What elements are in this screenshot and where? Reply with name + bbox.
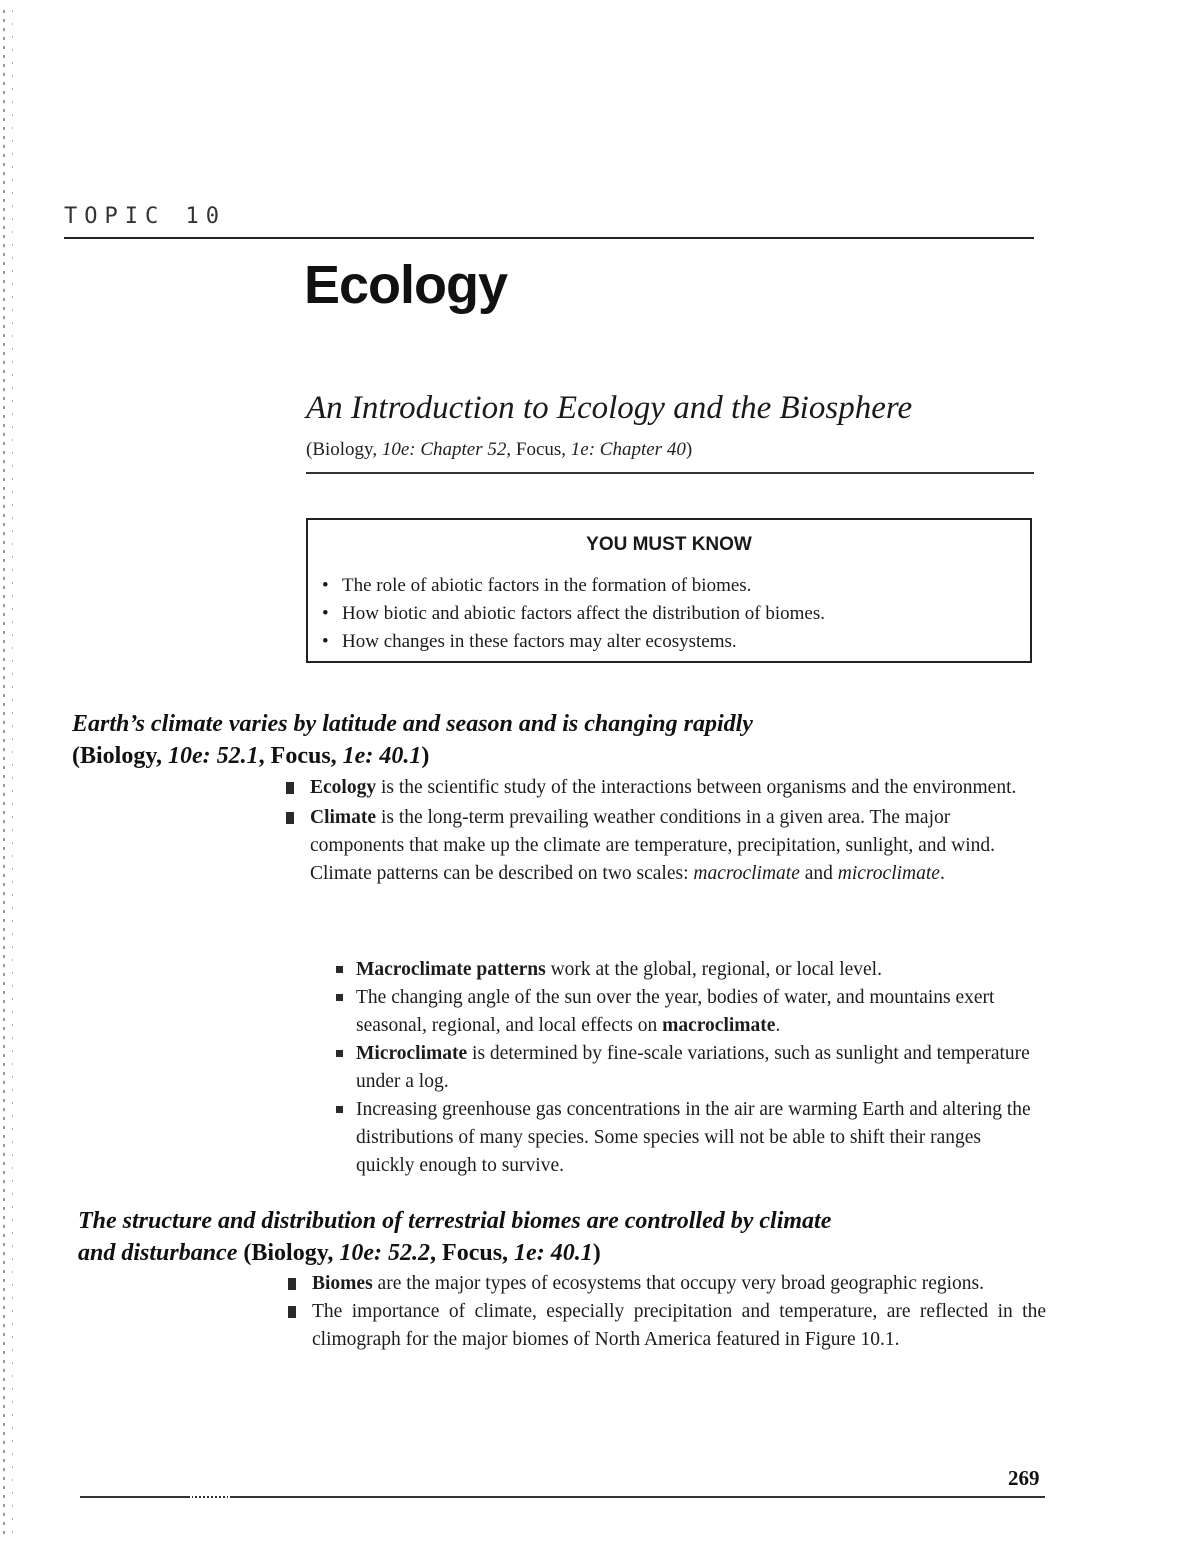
- square-bullet-icon: [286, 782, 294, 794]
- square-bullet-icon: [286, 812, 294, 824]
- section-heading-text: Earth’s climate varies by latitude and season and is changing rapidly: [72, 711, 753, 737]
- sentence-end: .: [775, 1015, 781, 1036]
- topic-rule: [64, 237, 1034, 239]
- chapter-reference: [306, 439, 692, 461]
- chapter-ref-biology: 10e: Chapter 52: [381, 439, 507, 460]
- page-title: Ecology: [304, 255, 508, 315]
- definition-text: is the scientific study of the interactions between organisms and the environment.: [376, 777, 1017, 798]
- footer-rule: [80, 1496, 1045, 1498]
- chapter-ref-focus: 1e: Chapter 40: [570, 439, 686, 460]
- list-item: [286, 804, 1041, 888]
- square-bullet-icon: [288, 1278, 296, 1290]
- small-square-bullet-icon: [336, 966, 343, 973]
- list-item: [286, 774, 1041, 802]
- bullet-text: The importance of climate, especially precipitation and temperature, are reflected in the climograph for the major biomes of North America featured in Figure 10.1.: [312, 1301, 1046, 1350]
- section-heading-biomes: [78, 1205, 831, 1269]
- chapter-ref-mid: , Focus,: [506, 439, 571, 460]
- sub-bullet-text: is determined by fine-scale variations, such as sunlight and temperature under a log.: [356, 1043, 1030, 1092]
- term-microclimate: Microclimate: [356, 1043, 468, 1064]
- section-ref-focus: 1e: 40.1: [514, 1240, 593, 1266]
- conjunction-text: and: [799, 863, 838, 884]
- biomes-bullet-list: [288, 1270, 1046, 1354]
- climate-sub-bullet-list: [332, 956, 1032, 1180]
- climate-bullet-list: [286, 774, 1041, 888]
- small-square-bullet-icon: [336, 994, 343, 1001]
- term-ecology: Ecology: [310, 777, 377, 798]
- section-heading-climate: [72, 708, 753, 772]
- must-know-heading: YOU MUST KNOW: [586, 534, 752, 555]
- term-microclimate: microclimate: [837, 863, 940, 884]
- sub-bullet-text: work at the global, regional, or local level.: [545, 959, 882, 980]
- sub-bullet-text: Increasing greenhouse gas concentrations in the air are warming Earth and altering the distributions of many species. Some species will not be able to shift their ranges quickly enough to survive.: [356, 1099, 1031, 1176]
- section-ref-focus: 1e: 40.1: [342, 743, 422, 769]
- section-ref-close: ): [421, 743, 430, 769]
- section-heading-text: The structure and distribution of terrestrial biomes are controlled by climate: [78, 1208, 832, 1234]
- must-know-box: [306, 518, 1032, 663]
- page-number: 269: [1008, 1466, 1040, 1490]
- list-item: [332, 1096, 1032, 1180]
- list-item: [332, 956, 1032, 984]
- term-climate: Climate: [310, 807, 377, 828]
- must-know-item: • How biotic and abiotic factors affect the distribution of biomes.: [320, 600, 825, 628]
- must-know-list: [320, 572, 825, 656]
- section-ref-mid: , Focus,: [258, 743, 343, 769]
- scan-edge-artifact: [0, 10, 22, 1540]
- chapter-title: An Introduction to Ecology and the Biosphere: [306, 390, 913, 426]
- small-square-bullet-icon: [336, 1106, 343, 1113]
- section-ref-mid: , Focus,: [430, 1240, 515, 1266]
- small-square-bullet-icon: [336, 1050, 343, 1057]
- term-macroclimate-patterns: Macroclimate patterns: [356, 959, 546, 980]
- term-biomes: Biomes: [312, 1273, 373, 1294]
- list-item: [332, 1040, 1032, 1096]
- section-ref-biology: 10e: 52.1: [168, 743, 259, 769]
- sub-bullet-text: The changing angle of the sun over the year, bodies of water, and mountains exert seasonal, regional, and local effects on: [356, 987, 995, 1036]
- chapter-ref-suffix: ): [685, 439, 693, 460]
- section-ref-open: (Biology,: [237, 1240, 340, 1266]
- must-know-item: • How changes in these factors may alter ecosystems.: [320, 628, 825, 656]
- chapter-ref-prefix: (Biology,: [306, 439, 382, 460]
- section-ref-close: ): [592, 1240, 601, 1266]
- chapter-rule: [306, 472, 1034, 474]
- definition-text: is the long-term prevailing weather conditions in a given area. The major components that make up the climate are temperature, precipitation, sunlight, and wind. Climate patterns can be described on two scales:: [310, 807, 995, 884]
- section-heading-text-2: and disturbance: [78, 1240, 238, 1266]
- topic-label: TOPIC 10: [64, 204, 226, 229]
- section-ref-biology: 10e: 52.2: [339, 1240, 431, 1266]
- section-ref-open: (Biology,: [72, 743, 169, 769]
- square-bullet-icon: [288, 1306, 296, 1318]
- list-item: [288, 1270, 1046, 1298]
- list-item: [288, 1298, 1046, 1354]
- term-macroclimate: macroclimate: [662, 1015, 776, 1036]
- term-macroclimate: macroclimate: [693, 863, 800, 884]
- definition-text: are the major types of ecosystems that occupy very broad geographic regions.: [372, 1273, 985, 1294]
- sentence-end: .: [939, 863, 945, 884]
- must-know-item: • The role of abiotic factors in the formation of biomes.: [320, 572, 825, 600]
- list-item: [332, 984, 1032, 1040]
